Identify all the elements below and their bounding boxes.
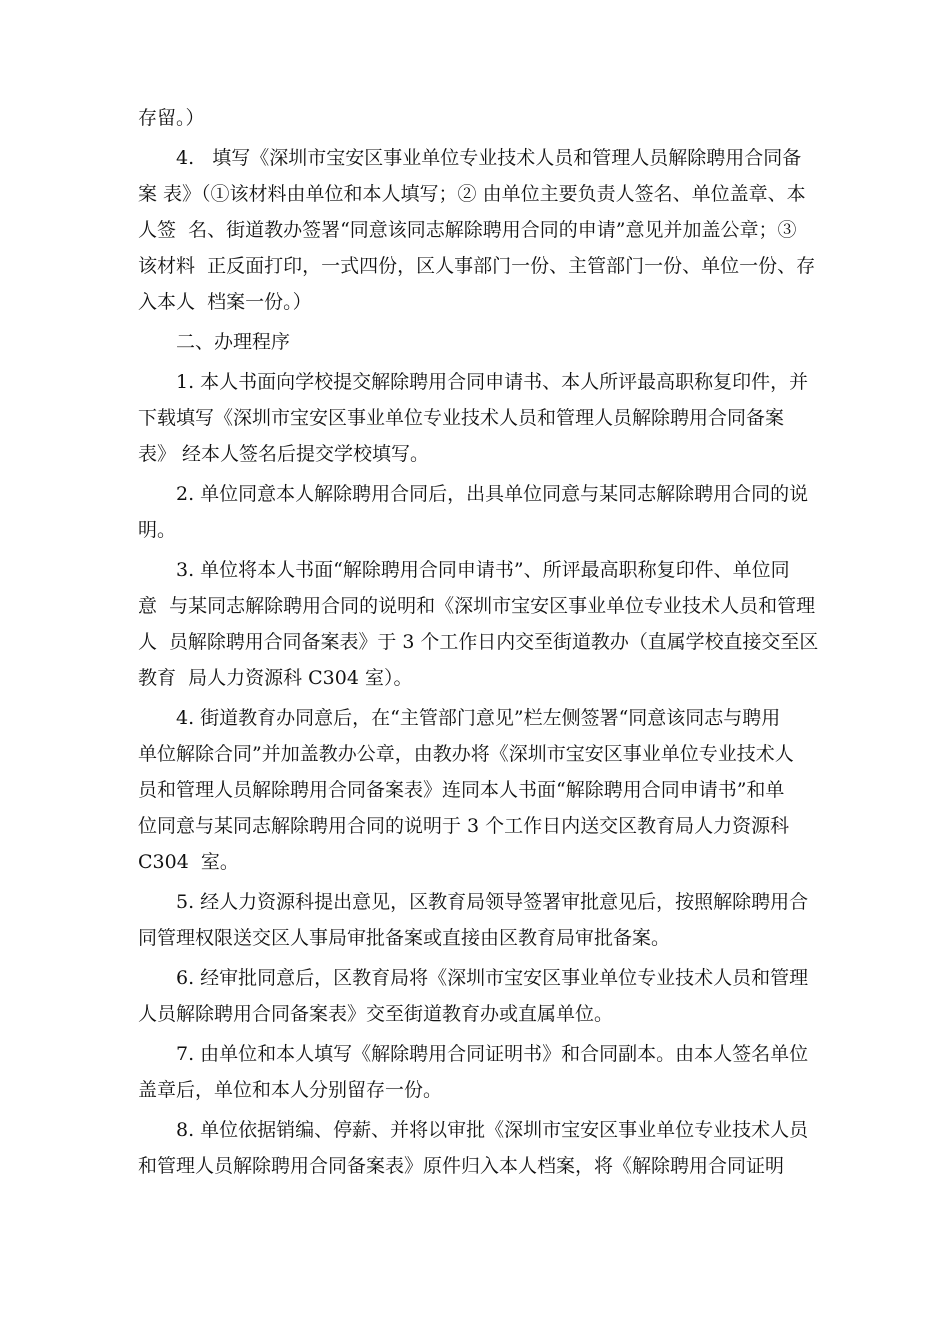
text-line: 和管理人员解除聘用合同备案表》原件归入本人档案，将《解除聘用合同证明	[138, 1155, 785, 1177]
text-line: 表》 经本人签名后提交学校填写。	[138, 443, 430, 465]
text-line: 位同意与某同志解除聘用合同的说明于 3 个工作日内送交区教育局人力资源科	[138, 815, 790, 837]
text-line: 6. 经审批同意后，区教育局将《深圳市宝安区事业单位专业技术人员和管理	[176, 967, 809, 989]
text-line: 员和管理人员解除聘用合同备案表》连同本人书面“解除聘用合同申请书”和单	[138, 779, 785, 801]
text-line: 单位解除合同”并加盖教办公章，由教办将《深圳市宝安区事业单位专业技术人	[138, 743, 794, 765]
text-line: 入本人 档案一份。）	[138, 291, 312, 313]
text-line: 8. 单位依据销编、停薪、并将以审批《深圳市宝安区事业单位专业技术人员	[176, 1119, 809, 1141]
text-line: 盖章后，单位和本人分别留存一份。	[138, 1079, 443, 1101]
text-line: 人员解除聘用合同备案表》交至街道教育办或直属单位。	[138, 1003, 614, 1025]
text-line: 4. 街道教育办同意后，在“主管部门意见”栏左侧签署“同意该同志与聘用	[176, 707, 781, 729]
text-line: 人 员解除聘用合同备案表》于 3 个工作日内交至街道教办（直属学校直接交至区	[138, 631, 819, 653]
text-line: 3. 单位将本人书面“解除聘用合同申请书”、所评最高职称复印件、单位同	[176, 559, 790, 581]
text-line: 7. 由单位和本人填写《解除聘用合同证明书》和合同副本。由本人签名单位	[176, 1043, 809, 1065]
text-line: 同管理权限送交区人事局审批备案或直接由区教育局审批备案。	[138, 927, 671, 949]
text-line: 该材料 正反面打印，一式四份，区人事部门一份、主管部门一份、单位一份、存	[138, 255, 816, 277]
text-line: C304 室。	[138, 851, 239, 873]
text-line: 存留。）	[138, 107, 205, 129]
text-line: 2. 单位同意本人解除聘用合同后，出具单位同意与某同志解除聘用合同的说	[176, 483, 809, 505]
text-line: 教育 局人力资源科 C304 室）。	[138, 667, 413, 689]
text-line: 人签 名、街道教办签署“同意该同志解除聘用合同的申请”意见并加盖公章；③	[138, 219, 797, 241]
text-line: 案 表》（①该材料由单位和本人填写；② 由单位主要负责人签名、单位盖章、本	[138, 183, 806, 205]
text-line: 意 与某同志解除聘用合同的说明和《深圳市宝安区事业单位专业技术人员和管理	[138, 595, 816, 617]
section-heading: 二、办理程序	[176, 331, 291, 353]
text-line: 下载填写《深圳市宝安区事业单位专业技术人员和管理人员解除聘用合同备案	[138, 407, 785, 429]
text-line: 1. 本人书面向学校提交解除聘用合同申请书、本人所评最高职称复印件，并	[176, 371, 809, 393]
text-line: 明。	[138, 519, 177, 541]
text-line: 5. 经人力资源科提出意见，区教育局领导签署审批意见后，按照解除聘用合	[176, 891, 809, 913]
text-line: 4. 填写《深圳市宝安区事业单位专业技术人员和管理人员解除聘用合同备	[176, 147, 802, 169]
